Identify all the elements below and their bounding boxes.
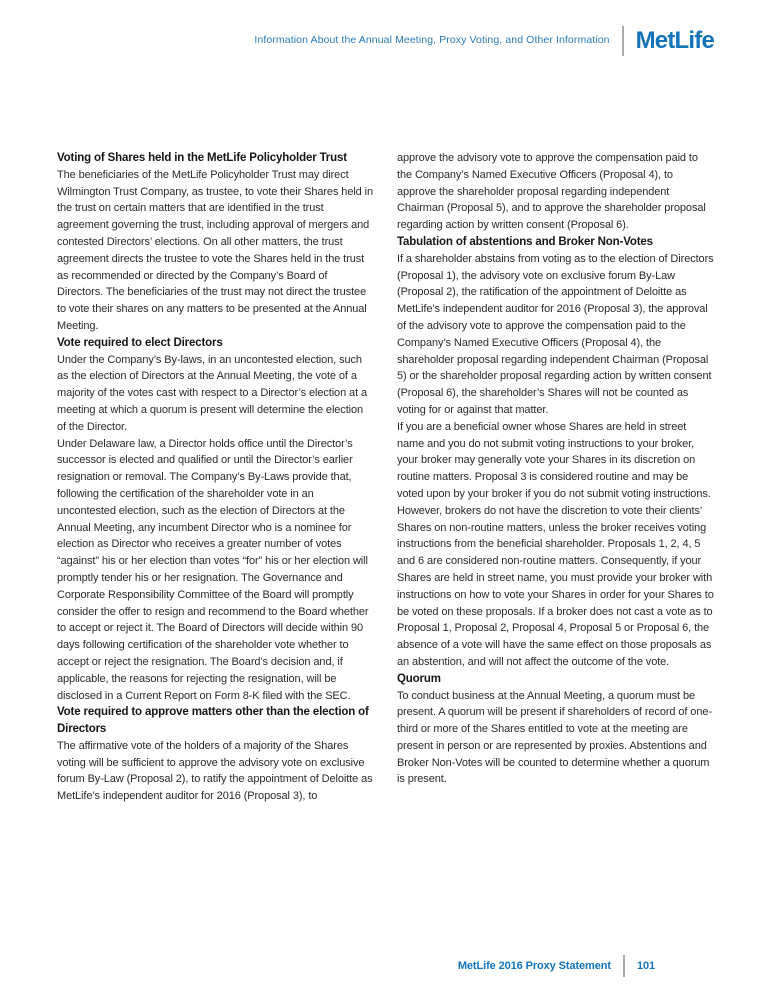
header-section-title: Information About the Annual Meeting, Proxy Voting, and Other Information <box>254 34 610 46</box>
section-heading-policyholder-trust: Voting of Shares held in the MetLife Policyholder Trust <box>57 152 347 164</box>
right-column <box>397 150 714 788</box>
paragraph-vote-other-matters: The affirmative vote of the holders of a majority of the Shares voting will be sufficient to approve the advisory vote on exclusive forum By-Law (Proposal 2), to ratify the appointment of Deloitte as MetLife’s independent auditor for 2016 (Proposal 3), to <box>57 739 373 803</box>
footer-document-title: MetLife 2016 Proxy Statement <box>457 960 611 972</box>
paragraph-delaware-law: Under Delaware law, a Director holds office until the Director’s successor is elected and qualified or until the Director’s earlier resignation or removal. The Company’s By-Laws provide that, following the certification of the shareholder vote in an uncontested election, such as the election of Directors at the Annual Meeting, any incumbent Director who is a nominee for election as Director who receives a greater number of votes “against” his or her election than votes “for” his or her election will promptly tender his or her resignation. The Governance and Corporate Responsibility Committee of the Board will promptly consider the offer to resign and recommend to the Board whether to accept or reject it. The Board of Directors will decide within 90 days following certification of the shareholder vote whether to accept or reject the resignation. The Board’s decision and, if applicable, the reasons for rejecting the resignation, will be disclosed in a Current Report on Form 8-K filed with the SEC. <box>57 437 369 702</box>
left-column <box>57 150 374 805</box>
paragraph-beneficial-owner: If you are a beneficial owner whose Shares are held in street name and you do not submit voting instructions to your broker, your broker may generally vote your Shares in its discretion on routine matters. Proposal 3 is considered routine and may be voted upon by your broker if you do not submit voting instructions. However, brokers do not have the discretion to vote their clients’ Shares on non-routine matters, unless the broker receives voting instructions from the beneficial shareholder. Proposals 1, 2, 4, 5 and 6 are considered non-routine matters. Consequently, if your Shares are held in street name, you must provide your broker with instructions on how to vote your Shares in order for your Shares to be voted on these proposals. If a broker does not cast a vote as to Proposal 1, Proposal 2, Proposal 4, Proposal 5 or Proposal 6, the absence of a vote will have the same effect on those proposals as an abstention, and will not affect the outcome of the vote. <box>397 420 714 668</box>
page-header <box>57 26 714 56</box>
header-divider <box>622 26 624 56</box>
page-footer <box>458 955 655 977</box>
footer-divider <box>623 955 625 977</box>
section-heading-vote-elect-directors: Vote required to elect Directors <box>57 336 223 349</box>
section-heading-quorum: Quorum <box>397 672 441 685</box>
section-heading-vote-other-matters: Vote required to approve matters other than the election of Directors <box>57 706 369 736</box>
paragraph-vote-elect-directors: Under the Company’s By-laws, in an uncontested election, such as the election of Directors at the Annual Meeting, the vote of a majority of the votes cast with respect to a Director’s election at a meeting at which a quorum is present will determine the election of the Director. <box>57 353 368 433</box>
paragraph-quorum: To conduct business at the Annual Meeting, a quorum must be present. A quorum will be present if shareholders of record of one-third or more of the Shares entitled to vote at the meeting are present in person or are represented by proxies. Abstentions and Broker Non-Votes will be counted to determine whether a quorum is present. <box>397 689 712 786</box>
footer-page-number: 101 <box>636 960 655 972</box>
paragraph-tabulation-abstentions: If a shareholder abstains from voting as to the election of Directors (Proposal 1), the advisory vote on exclusive forum By-Law (Proposal 2), the ratification of the appointment of Deloitte as MetLife’s independent auditor for 2016 (Proposal 3), the approval of the advisory vote to approve the compensation paid to the Company’s Named Executive Officers (Proposal 4), the shareholder proposal regarding independent Chairman (Proposal 5) or the shareholder proposal regarding action by written consent (Proposal 6), the shareholder’s Shares will not be counted as voting for or against that matter. <box>397 252 714 416</box>
paragraph-policyholder-trust: The beneficiaries of the MetLife Policyholder Trust may direct Wilmington Trust Company, as trustee, to vote their Shares held in the trust on certain matters that are identified in the trust agreement governing the trust, including approval of mergers and contested Directors’ elections. On all other matters, the trust agreement directs the trustee to vote the Shares held in the trust as recommended or directed by the Company’s Board of Directors. The beneficiaries of the trust may not direct the trustee to vote their shares on any matters to be presented at the Annual Meeting. <box>57 168 374 332</box>
paragraph-vote-other-matters-continued: approve the advisory vote to approve the compensation paid to the Company’s Named Executive Officers (Proposal 4), to approve the shareholder proposal regarding independent Chairman (Proposal 5), and to approve the shareholder proposal regarding action by written consent (Proposal 6). <box>397 152 706 232</box>
section-heading-tabulation: Tabulation of abstentions and Broker Non-Votes <box>397 235 653 248</box>
metlife-logo: MetLife <box>635 27 714 54</box>
